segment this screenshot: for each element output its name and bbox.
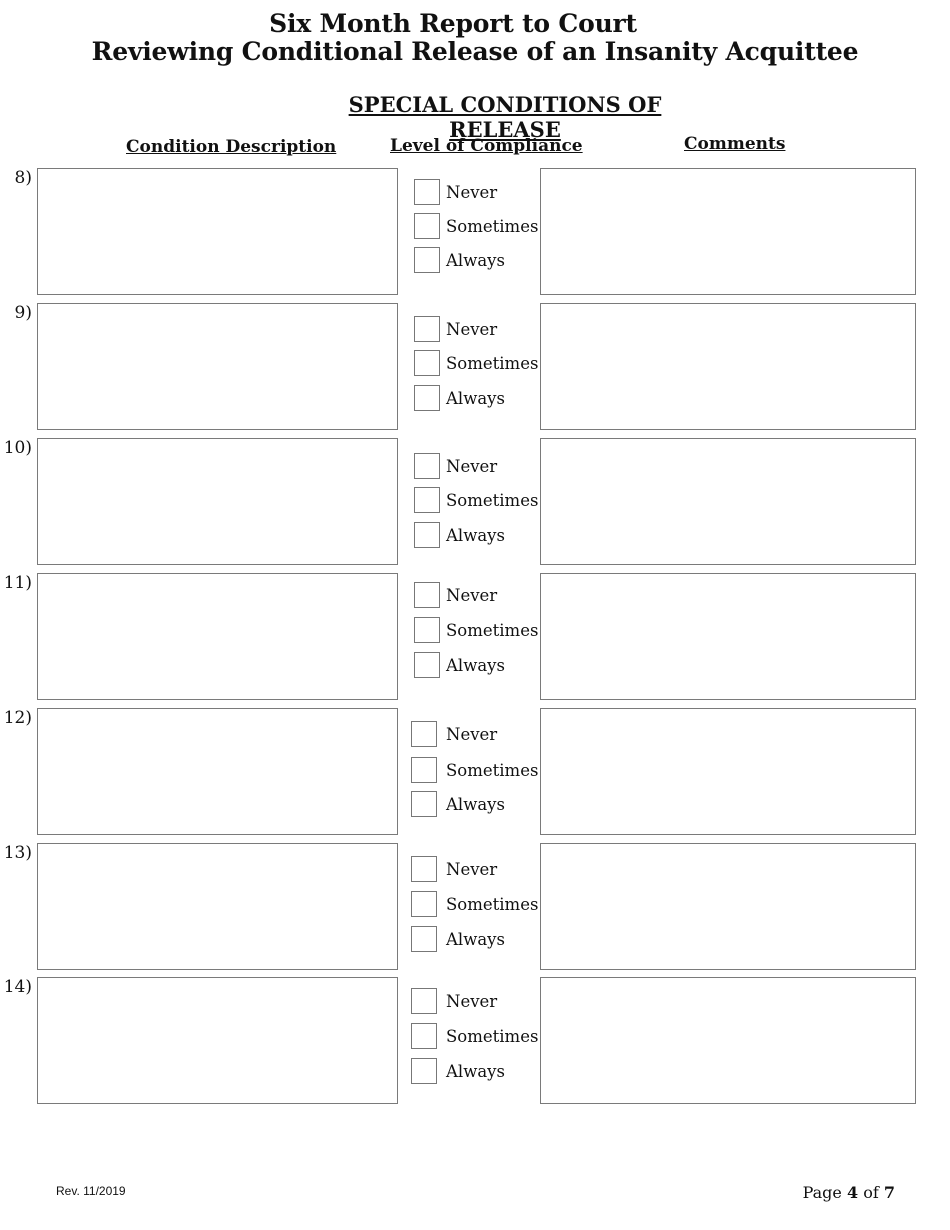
compliance-sometimes-option[interactable] — [414, 212, 538, 240]
sometimes-label: Sometimes — [446, 1026, 539, 1046]
comments-field[interactable] — [540, 843, 916, 970]
condition-row — [0, 977, 950, 1107]
compliance-always-option[interactable] — [411, 925, 505, 953]
condition-row — [0, 843, 950, 973]
comments-field[interactable] — [540, 708, 916, 835]
sometimes-checkbox[interactable] — [414, 487, 440, 513]
always-label: Always — [446, 250, 505, 270]
never-label: Never — [446, 859, 498, 879]
comments-field[interactable] — [540, 573, 916, 700]
page-of: of — [863, 1183, 879, 1202]
comments-field[interactable] — [540, 303, 916, 430]
row-number: 14) — [3, 977, 32, 997]
condition-description-field[interactable] — [37, 573, 398, 700]
condition-row — [0, 168, 950, 298]
compliance-sometimes-option[interactable] — [411, 890, 538, 918]
revision-date: Rev. 11/2019 — [56, 1184, 126, 1198]
sometimes-checkbox[interactable] — [414, 617, 440, 643]
compliance-never-option[interactable] — [414, 581, 497, 609]
comments-field[interactable] — [540, 977, 916, 1104]
always-label: Always — [446, 1061, 505, 1081]
comments-field[interactable] — [540, 168, 916, 295]
compliance-sometimes-option[interactable] — [414, 349, 538, 377]
condition-description-field[interactable] — [37, 843, 398, 970]
page-word: Page — [802, 1183, 842, 1202]
compliance-always-option[interactable] — [414, 384, 505, 412]
form-subtitle: Reviewing Conditional Release of an Insanity Acquittee — [91, 37, 859, 66]
sometimes-label: Sometimes — [446, 490, 539, 510]
condition-description-field[interactable] — [37, 303, 398, 430]
always-label: Always — [446, 525, 505, 545]
never-checkbox[interactable] — [414, 582, 440, 608]
row-number: 8) — [14, 168, 32, 188]
never-label: Never — [446, 724, 498, 744]
compliance-always-option[interactable] — [414, 246, 505, 274]
page-indicator — [803, 1183, 895, 1202]
row-number: 10) — [3, 438, 32, 458]
row-number: 9) — [14, 303, 32, 323]
always-label: Always — [446, 388, 505, 408]
compliance-sometimes-option[interactable] — [414, 486, 538, 514]
condition-row — [0, 303, 950, 433]
never-checkbox[interactable] — [414, 316, 440, 342]
condition-row — [0, 438, 950, 568]
row-number: 12) — [3, 708, 32, 728]
condition-description-field[interactable] — [37, 708, 398, 835]
compliance-always-option[interactable] — [414, 521, 505, 549]
sometimes-checkbox[interactable] — [414, 213, 440, 239]
always-checkbox[interactable] — [414, 247, 440, 273]
form-title: Six Month Report to Court — [269, 9, 637, 38]
row-number: 13) — [3, 843, 32, 863]
compliance-never-option[interactable] — [411, 720, 497, 748]
compliance-sometimes-option[interactable] — [411, 756, 538, 784]
page-total: 7 — [883, 1183, 895, 1202]
sometimes-label: Sometimes — [446, 620, 539, 640]
sometimes-checkbox[interactable] — [411, 757, 437, 783]
compliance-never-option[interactable] — [411, 855, 497, 883]
sometimes-checkbox[interactable] — [414, 350, 440, 376]
page-current: 4 — [846, 1183, 859, 1202]
always-checkbox[interactable] — [414, 385, 440, 411]
never-label: Never — [446, 991, 498, 1011]
always-checkbox[interactable] — [414, 522, 440, 548]
never-checkbox[interactable] — [411, 988, 437, 1014]
condition-row — [0, 708, 950, 838]
sometimes-checkbox[interactable] — [411, 1023, 437, 1049]
condition-description-field[interactable] — [37, 168, 398, 295]
sometimes-label: Sometimes — [446, 353, 539, 373]
sometimes-label: Sometimes — [446, 216, 539, 236]
sometimes-checkbox[interactable] — [411, 891, 437, 917]
sometimes-label: Sometimes — [446, 760, 539, 780]
row-number: 11) — [3, 573, 32, 593]
always-checkbox[interactable] — [411, 791, 437, 817]
always-checkbox[interactable] — [411, 926, 437, 952]
compliance-never-option[interactable] — [414, 452, 497, 480]
compliance-always-option[interactable] — [414, 651, 505, 679]
never-checkbox[interactable] — [414, 179, 440, 205]
column-header-description: Condition Description — [126, 137, 337, 157]
compliance-never-option[interactable] — [414, 315, 497, 343]
sometimes-label: Sometimes — [446, 894, 539, 914]
always-checkbox[interactable] — [414, 652, 440, 678]
condition-description-field[interactable] — [37, 977, 398, 1104]
column-header-compliance: Level of Compliance — [390, 136, 583, 156]
condition-description-field[interactable] — [37, 438, 398, 565]
never-checkbox[interactable] — [411, 721, 437, 747]
section-title: SPECIAL CONDITIONS OF RELEASE — [348, 92, 662, 142]
compliance-never-option[interactable] — [414, 178, 497, 206]
never-checkbox[interactable] — [414, 453, 440, 479]
always-label: Always — [446, 794, 505, 814]
never-checkbox[interactable] — [411, 856, 437, 882]
always-label: Always — [446, 929, 505, 949]
compliance-sometimes-option[interactable] — [411, 1022, 538, 1050]
comments-field[interactable] — [540, 438, 916, 565]
always-label: Always — [446, 655, 505, 675]
never-label: Never — [446, 319, 498, 339]
compliance-sometimes-option[interactable] — [414, 616, 538, 644]
condition-row — [0, 573, 950, 703]
column-header-comments: Comments — [684, 134, 786, 154]
never-label: Never — [446, 585, 498, 605]
always-checkbox[interactable] — [411, 1058, 437, 1084]
never-label: Never — [446, 456, 498, 476]
compliance-never-option[interactable] — [411, 987, 497, 1015]
never-label: Never — [446, 182, 498, 202]
compliance-always-option[interactable] — [411, 1057, 505, 1085]
compliance-always-option[interactable] — [411, 790, 505, 818]
